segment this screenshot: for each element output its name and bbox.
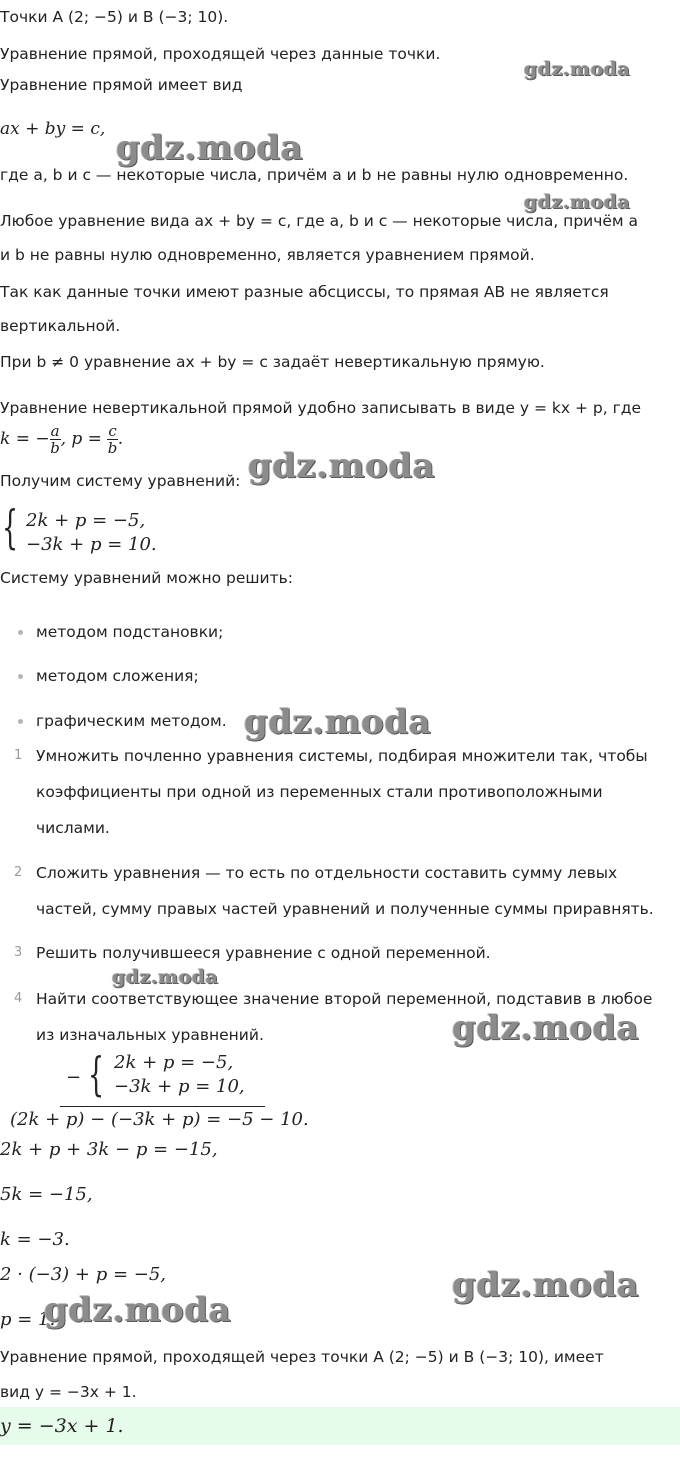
calc-p-result: p = 1. [0,1309,56,1330]
step-number-4: 4 [14,991,23,1006]
system-eq-1: 2k + p = −5, [26,510,146,531]
method-addition: методом сложения; [36,667,199,685]
step-1-line-3: числами. [36,819,110,837]
step-number-3: 3 [14,945,23,960]
watermark-logo: gdz.moda [452,1008,640,1048]
step-2-line-2: частей, сумму правых частей уравнений и полученные суммы приравнять. [36,900,654,918]
text-where-abc: где a, b и c — некоторые числа, причём a и b не равны нулю одновременно. [0,166,629,184]
text-nonvertical-form: Уравнение невертикальной прямой удобно записывать в виде y = kx + p, где [0,399,641,417]
watermark-logo: gdz.moda [116,128,304,168]
text-b-nonzero: При b ≠ 0 уравнение ax + by = c задаёт невертикальную прямую. [0,353,545,371]
text-abscissas-b: вертикальной. [0,317,121,335]
method-graphical: графическим методом. [36,712,227,730]
system-eq-2: −3k + p = 10. [26,534,157,555]
watermark-logo: gdz.moda [524,58,631,80]
watermark-logo: gdz.moda [44,1290,232,1330]
formula-k-p [0,420,123,458]
step-1-line-1: Умножить почленно уравнения системы, подбирая множители так, чтобы [36,747,648,765]
calc-divider-line [60,1106,265,1107]
fraction-c-over-b [107,423,117,456]
watermark-logo: gdz.moda [112,966,219,988]
watermark-logo: gdz.moda [244,702,432,742]
formula-p-label: , p = [60,429,108,449]
step-number-2: 2 [14,865,23,880]
text-any-equation-b: и b не равны нулю одновременно, является уравнением прямой. [0,246,535,264]
text-abscissas-a: Так как данные точки имеют разные абсциссы, то прямая AB не является [0,283,609,301]
calc-expand: 2k + p + 3k − p = −15, [0,1139,218,1160]
frac-c-den: b [107,439,118,457]
bullet-dot [18,630,23,635]
watermark-logo: gdz.moda [524,191,631,213]
formula-k-label: k = − [0,429,50,449]
calc-brace: { [88,1047,105,1101]
formula-end-dot: . [117,429,124,449]
calc-eq-1: 2k + p = −5, [114,1052,234,1073]
step-4-line-1: Найти соответствующее значение второй переменной, подставив в любое [36,990,653,1008]
calc-k-result: k = −3. [0,1229,70,1250]
text-final-line-1: Уравнение прямой, проходящей через точки A (2; −5) и B (−3; 10), имеет [0,1348,604,1366]
frac-c-num: c [108,422,117,440]
text-line-through-points: Уравнение прямой, проходящей через данные точки. [0,45,441,63]
calc-eq-2: −3k + p = 10, [114,1076,245,1097]
answer-box [0,1407,680,1445]
formula-general-line: ax + by = c, [0,119,106,139]
step-4-line-2: из изначальных уравнений. [36,1026,264,1044]
text-system-intro: Получим систему уравнений: [0,472,241,490]
calc-substitute: 2 · (−3) + p = −5, [0,1264,167,1285]
watermark-logo: gdz.moda [452,1265,640,1305]
calc-difference: (2k + p) − (−3k + p) = −5 − 10. [10,1109,309,1130]
frac-a-den: b [50,439,60,457]
text-points: Точки A (2; −5) и B (−3; 10). [0,8,229,26]
text-line-equation-form: Уравнение прямой имеет вид [0,76,243,94]
bullet-dot [18,674,23,679]
text-any-equation-a: Любое уравнение вида ax + by = c, где a, b и c — некоторые числа, причём a [0,212,639,230]
frac-a-num: a [50,422,60,440]
step-1-line-2: коэффициенты при одной из переменных стали противоположными [36,783,603,801]
bullet-dot [18,719,23,724]
step-number-1: 1 [14,748,23,763]
answer-formula: y = −3x + 1. [0,1415,124,1437]
fraction-a-over-b [50,423,61,456]
text-final-line-2: вид y = −3x + 1. [0,1383,137,1401]
calc-5k: 5k = −15, [0,1184,93,1205]
watermark-logo: gdz.moda [248,446,436,486]
system-brace: { [2,500,19,554]
calc-minus-sign: − [66,1067,82,1088]
step-3-line-1: Решить получившееся уравнение с одной переменной. [36,944,491,962]
method-substitution: методом подстановки; [36,623,224,641]
text-solve-methods: Систему уравнений можно решить: [0,569,294,587]
step-2-line-1: Сложить уравнения — то есть по отдельности составить сумму левых [36,864,618,882]
